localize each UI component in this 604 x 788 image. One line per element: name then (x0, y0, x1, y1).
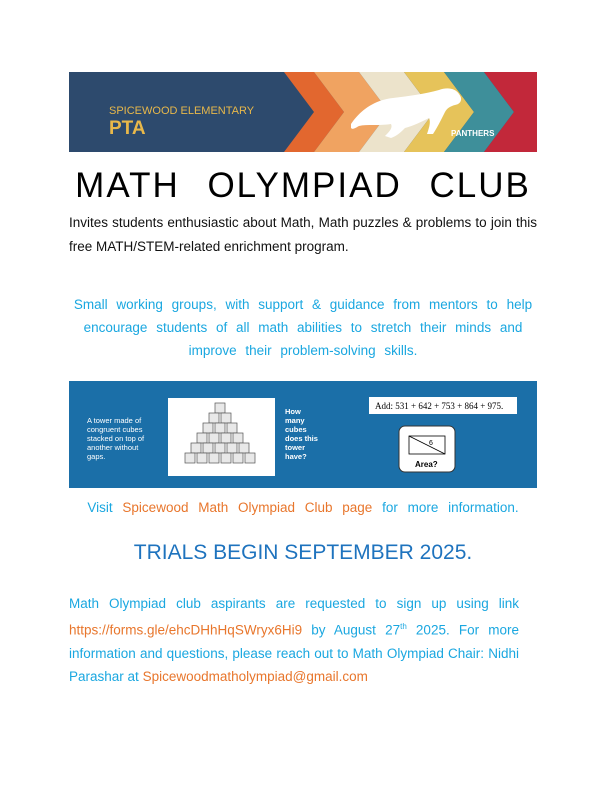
groups-paragraph: Small working groups, with support & guidance from mentors to help encourage students of all math abilities to stretch their minds and improve their problem-solving skills. (73, 297, 533, 358)
cube-question: How many cubes does this tower have? (285, 407, 318, 461)
add-problem-text: Add: 531 + 642 + 753 + 864 + 975. (375, 401, 504, 411)
banner-school-name: SPICEWOOD ELEMENTARY (109, 105, 255, 117)
puzzle-banner (69, 381, 537, 488)
tower-description: A tower made of congruent cubes stacked on top of another without gaps. (87, 416, 145, 461)
signup-date-suffix: th (400, 622, 407, 631)
area-label: Area? (415, 460, 438, 469)
banner-panthers-label: PANTHERS (451, 129, 495, 138)
pta-banner (69, 72, 537, 152)
visit-suffix: for more information. (382, 500, 519, 515)
area-number: 6 (429, 440, 433, 447)
contact-email-link[interactable]: Spicewoodmatholympiad@gmail.com (142, 668, 368, 684)
intro-paragraph: Invites students enthusiastic about Math, Math puzzles & problems to join this free MATH/STEM-related enrichment program. (69, 215, 537, 254)
signup-text-1: Math Olympiad club aspirants are requested to sign up using link (69, 596, 519, 611)
page-title: MATH OLYMPIAD CLUB (75, 166, 531, 205)
banner-pta-label: PTA (109, 118, 146, 139)
club-page-link[interactable]: Spicewood Math Olympiad Club page (122, 500, 373, 515)
visit-line (69, 498, 537, 518)
signup-paragraph (69, 592, 519, 688)
cube-tower-image (168, 398, 275, 476)
trials-heading: TRIALS BEGIN SEPTEMBER 2025. (133, 541, 473, 564)
signup-form-link[interactable]: https://forms.gle/ehcDHhHqSWryx6Hi9 (69, 622, 303, 638)
signup-text-2: by August 27 (311, 622, 401, 638)
signup-text-3: 2025. For more information and questions, please reach out to Math Olympiad Chair: Nidhi Parashar at (69, 622, 519, 684)
visit-prefix: Visit (87, 500, 113, 515)
